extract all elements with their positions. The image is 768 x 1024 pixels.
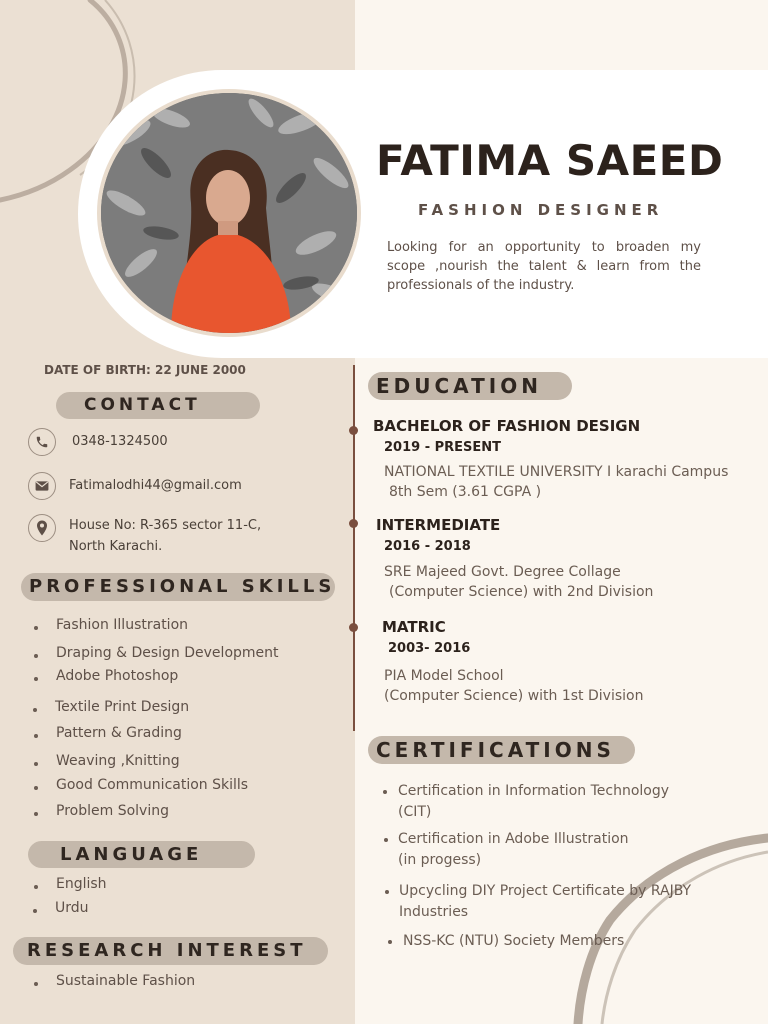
skill-item: Good Communication Skills: [56, 777, 249, 793]
skill-item: Weaving ,Knitting: [56, 753, 180, 769]
research-item: Sustainable Fashion: [56, 973, 196, 989]
skill-item: Pattern & Grading: [56, 725, 182, 741]
certification-line: (CIT): [398, 804, 432, 820]
date-of-birth: DATE OF BIRTH: 22 JUNE 2000: [44, 363, 246, 377]
skill-item: Textile Print Design: [55, 699, 190, 715]
contact-email: [28, 472, 242, 500]
education-detail: (Computer Science) with 2nd Division: [389, 584, 654, 600]
certification-line: NSS-KC (NTU) Society Members: [403, 933, 625, 949]
education-degree: INTERMEDIATE: [376, 516, 501, 534]
research-heading: [13, 937, 328, 965]
education-years: 2003- 2016: [388, 641, 471, 656]
bullet-icon: [383, 790, 387, 794]
language-item: English: [56, 876, 107, 892]
certification-line: Upcycling DIY Project Certificate by RAJBY: [399, 883, 692, 899]
certification-item: [398, 829, 629, 871]
address-line-1: House No: R-365 sector 11-C,: [69, 518, 262, 533]
education-degree: BACHELOR OF FASHION DESIGN: [373, 417, 641, 435]
certification-line: Industries: [399, 904, 469, 920]
phone-icon: [28, 428, 56, 456]
skills-heading-label: PROFESSIONAL SKILLS: [29, 576, 336, 597]
location-pin-icon: [28, 514, 56, 542]
certification-line: (in progess): [398, 852, 482, 868]
education-years: 2019 - PRESENT: [384, 440, 502, 455]
education-institution: NATIONAL TEXTILE UNIVERSITY I karachi Campus: [384, 464, 729, 480]
education-timeline: [353, 365, 355, 731]
education-detail: (Computer Science) with 1st Division: [384, 688, 644, 704]
bullet-icon: [385, 890, 389, 894]
education-degree: MATRIC: [382, 618, 446, 636]
contact-address: [28, 514, 261, 557]
education-institution: PIA Model School: [384, 668, 504, 684]
skill-item: Adobe Photoshop: [56, 668, 179, 684]
education-heading: [368, 372, 572, 400]
certification-line: Certification in Information Technology: [398, 783, 670, 799]
contact-heading-label: CONTACT: [84, 395, 201, 415]
language-heading: [28, 841, 255, 868]
certification-item: [403, 931, 624, 952]
certification-item: [399, 881, 691, 923]
language-item: Urdu: [55, 900, 89, 916]
certification-line: Certification in Adobe Illustration: [398, 831, 629, 847]
certifications-heading-label: CERTIFICATIONS: [376, 738, 615, 762]
email-address: Fatimalodhi44@gmail.com: [69, 478, 242, 493]
certification-item: [398, 781, 669, 823]
education-institution: SRE Majeed Govt. Degree Collage: [384, 564, 621, 580]
address-line-2: North Karachi.: [69, 539, 163, 554]
education-detail: 8th Sem (3.61 CGPA ): [389, 484, 542, 500]
skill-item: Problem Solving: [56, 803, 169, 819]
certifications-heading: [368, 736, 635, 764]
bullet-icon: [388, 940, 392, 944]
skill-item: Fashion Illustration: [56, 617, 189, 633]
mail-icon: [28, 472, 56, 500]
timeline-dot: [349, 426, 358, 435]
profile-summary: Looking for an opportunity to broaden my scope ,nourish the talent & learn from the professionals of the industry.: [387, 240, 701, 293]
phone-number: 0348-1324500: [72, 434, 168, 449]
research-heading-label: RESEARCH INTEREST: [27, 940, 307, 961]
contact-phone: [28, 428, 168, 456]
skills-heading: [21, 573, 335, 601]
skill-item: Draping & Design Development: [56, 645, 279, 661]
job-title: FASHION DESIGNER: [418, 201, 664, 219]
timeline-dot: [349, 519, 358, 528]
language-heading-label: LANGUAGE: [60, 844, 203, 865]
candidate-name: FATIMA SAEED: [376, 136, 724, 185]
profile-photo: [101, 93, 357, 333]
education-years: 2016 - 2018: [384, 539, 471, 554]
contact-heading: [56, 392, 260, 419]
timeline-dot: [349, 623, 358, 632]
bullet-icon: [384, 838, 388, 842]
education-heading-label: EDUCATION: [376, 374, 542, 398]
